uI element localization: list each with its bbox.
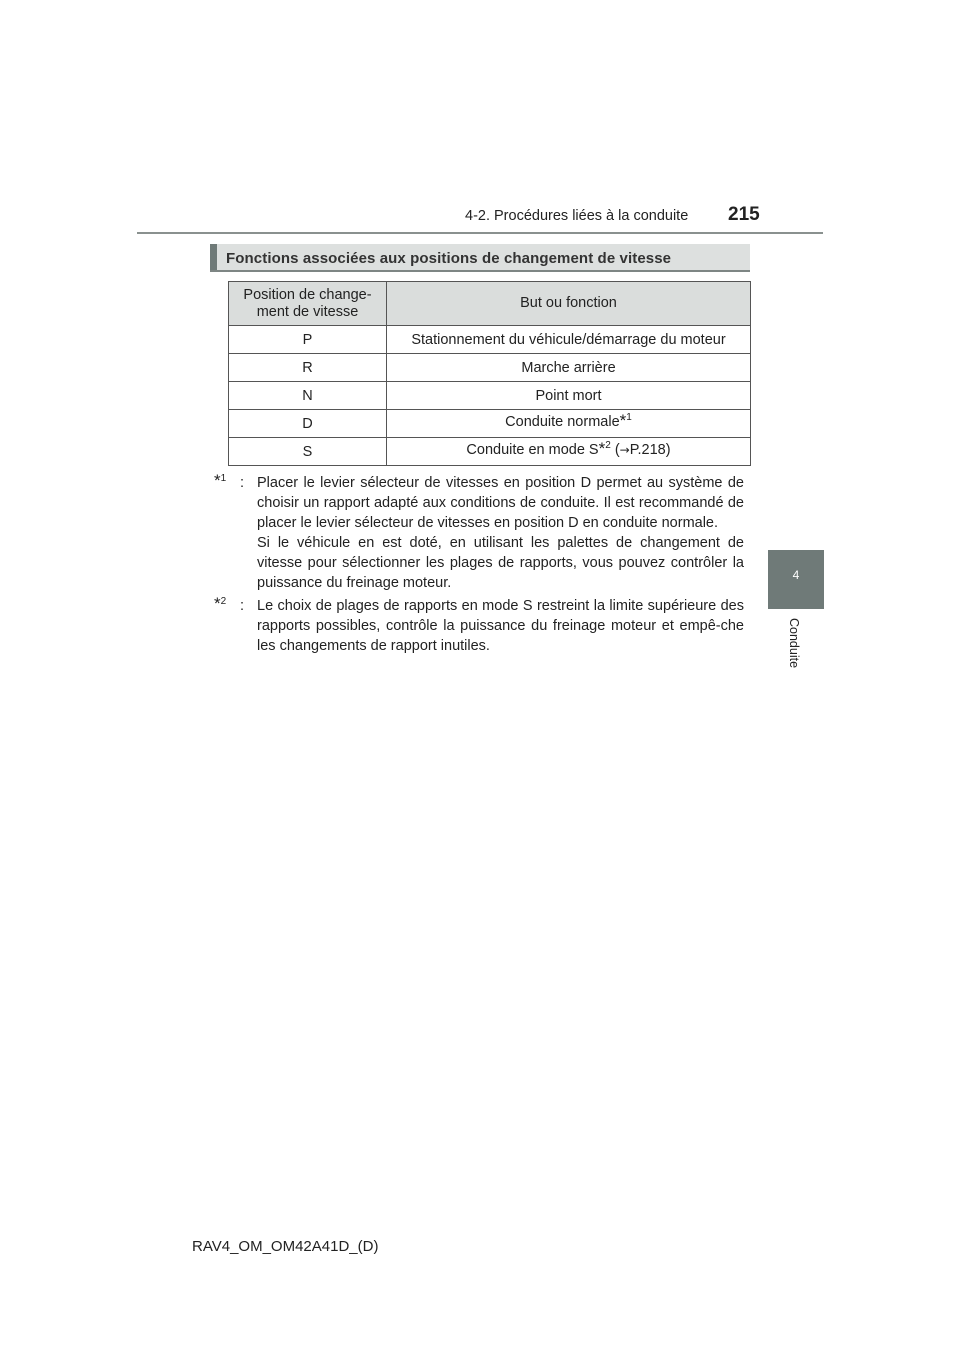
table-header-row	[229, 282, 751, 326]
footnote-1	[214, 473, 744, 593]
page-number: 215	[728, 204, 760, 225]
footnote-colon: :	[240, 598, 245, 614]
heading-accent-bar	[210, 244, 217, 270]
chapter-tab-number: 4	[792, 568, 800, 582]
function-text: Conduite en mode S	[466, 441, 599, 458]
chapter-tab[interactable]	[768, 550, 824, 609]
table-row	[229, 410, 751, 438]
footnote-colon: :	[240, 475, 245, 491]
cell-position: R	[229, 354, 387, 382]
function-text: Conduite normale	[505, 413, 620, 430]
footnote-star: *	[619, 410, 627, 430]
document-code: RAV4_OM_OM42A41D_(D)	[192, 1238, 379, 1255]
footnote-body	[240, 473, 744, 593]
header-divider	[137, 232, 823, 234]
cell-position: S	[229, 438, 387, 466]
footnote-star: *	[214, 594, 221, 613]
cell-function: Conduite en mode S*$^2$ (→P.218)	[387, 438, 751, 466]
table-row	[229, 382, 751, 410]
cell-function: Point mort	[387, 382, 751, 410]
cell-position: D	[229, 410, 387, 438]
shift-position-table	[228, 281, 751, 466]
table-row	[229, 326, 751, 354]
footnote-text-continued: Si le véhicule en est doté, en utilisant les palettes de changement de vitesse pour sélectionner les plages de rapports, vous pouvez contrôler la puissance du freinage moteur.	[257, 535, 744, 591]
footnote-star: *	[598, 438, 606, 458]
section-heading	[210, 244, 750, 272]
column-header-position-line1: Position de change-	[243, 286, 372, 303]
cell-position: P	[229, 326, 387, 354]
footnote-text: Placer le levier sélecteur de vitesses en position D permet au système de choisir un rapport adapté aux conditions de conduite. Il est recommandé de placer le levier sélecteur de vitesses en position D en conduite normale.	[257, 475, 744, 531]
footnote-2	[214, 596, 744, 658]
table-row	[229, 438, 751, 466]
footnote-ref: 2	[605, 439, 611, 451]
table-row	[229, 354, 751, 382]
page-reference-link[interactable]: P.218	[629, 441, 666, 458]
reference-arrow-icon: →	[619, 442, 630, 457]
column-header-position-line2: ment de vitesse	[256, 303, 359, 320]
column-header-function: But ou fonction	[387, 282, 751, 326]
running-header: 4-2. Procédures liées à la conduite	[465, 208, 689, 224]
footnote-text: Le choix de plages de rapports en mode S restreint la limite supérieure des rapports possibles, contrôle la puissance du freinage moteur et empê-che les changements de rapport inutiles.	[257, 598, 744, 654]
footnote-ref: 1	[626, 411, 632, 423]
chapter-tab-label: Conduite	[787, 618, 801, 669]
cell-function: Marche arrière	[387, 354, 751, 382]
cell-position: N	[229, 382, 387, 410]
cell-function: Stationnement du véhicule/démarrage du moteur	[387, 326, 751, 354]
section-heading-text: Fonctions associées aux positions de changement de vitesse	[226, 250, 672, 267]
footnote-body	[240, 596, 744, 656]
footnote-number: 1	[220, 473, 227, 485]
footnote-star: *	[214, 471, 221, 490]
cell-function	[387, 410, 751, 438]
footnote-number: 2	[220, 596, 227, 608]
column-header-position	[229, 282, 387, 326]
